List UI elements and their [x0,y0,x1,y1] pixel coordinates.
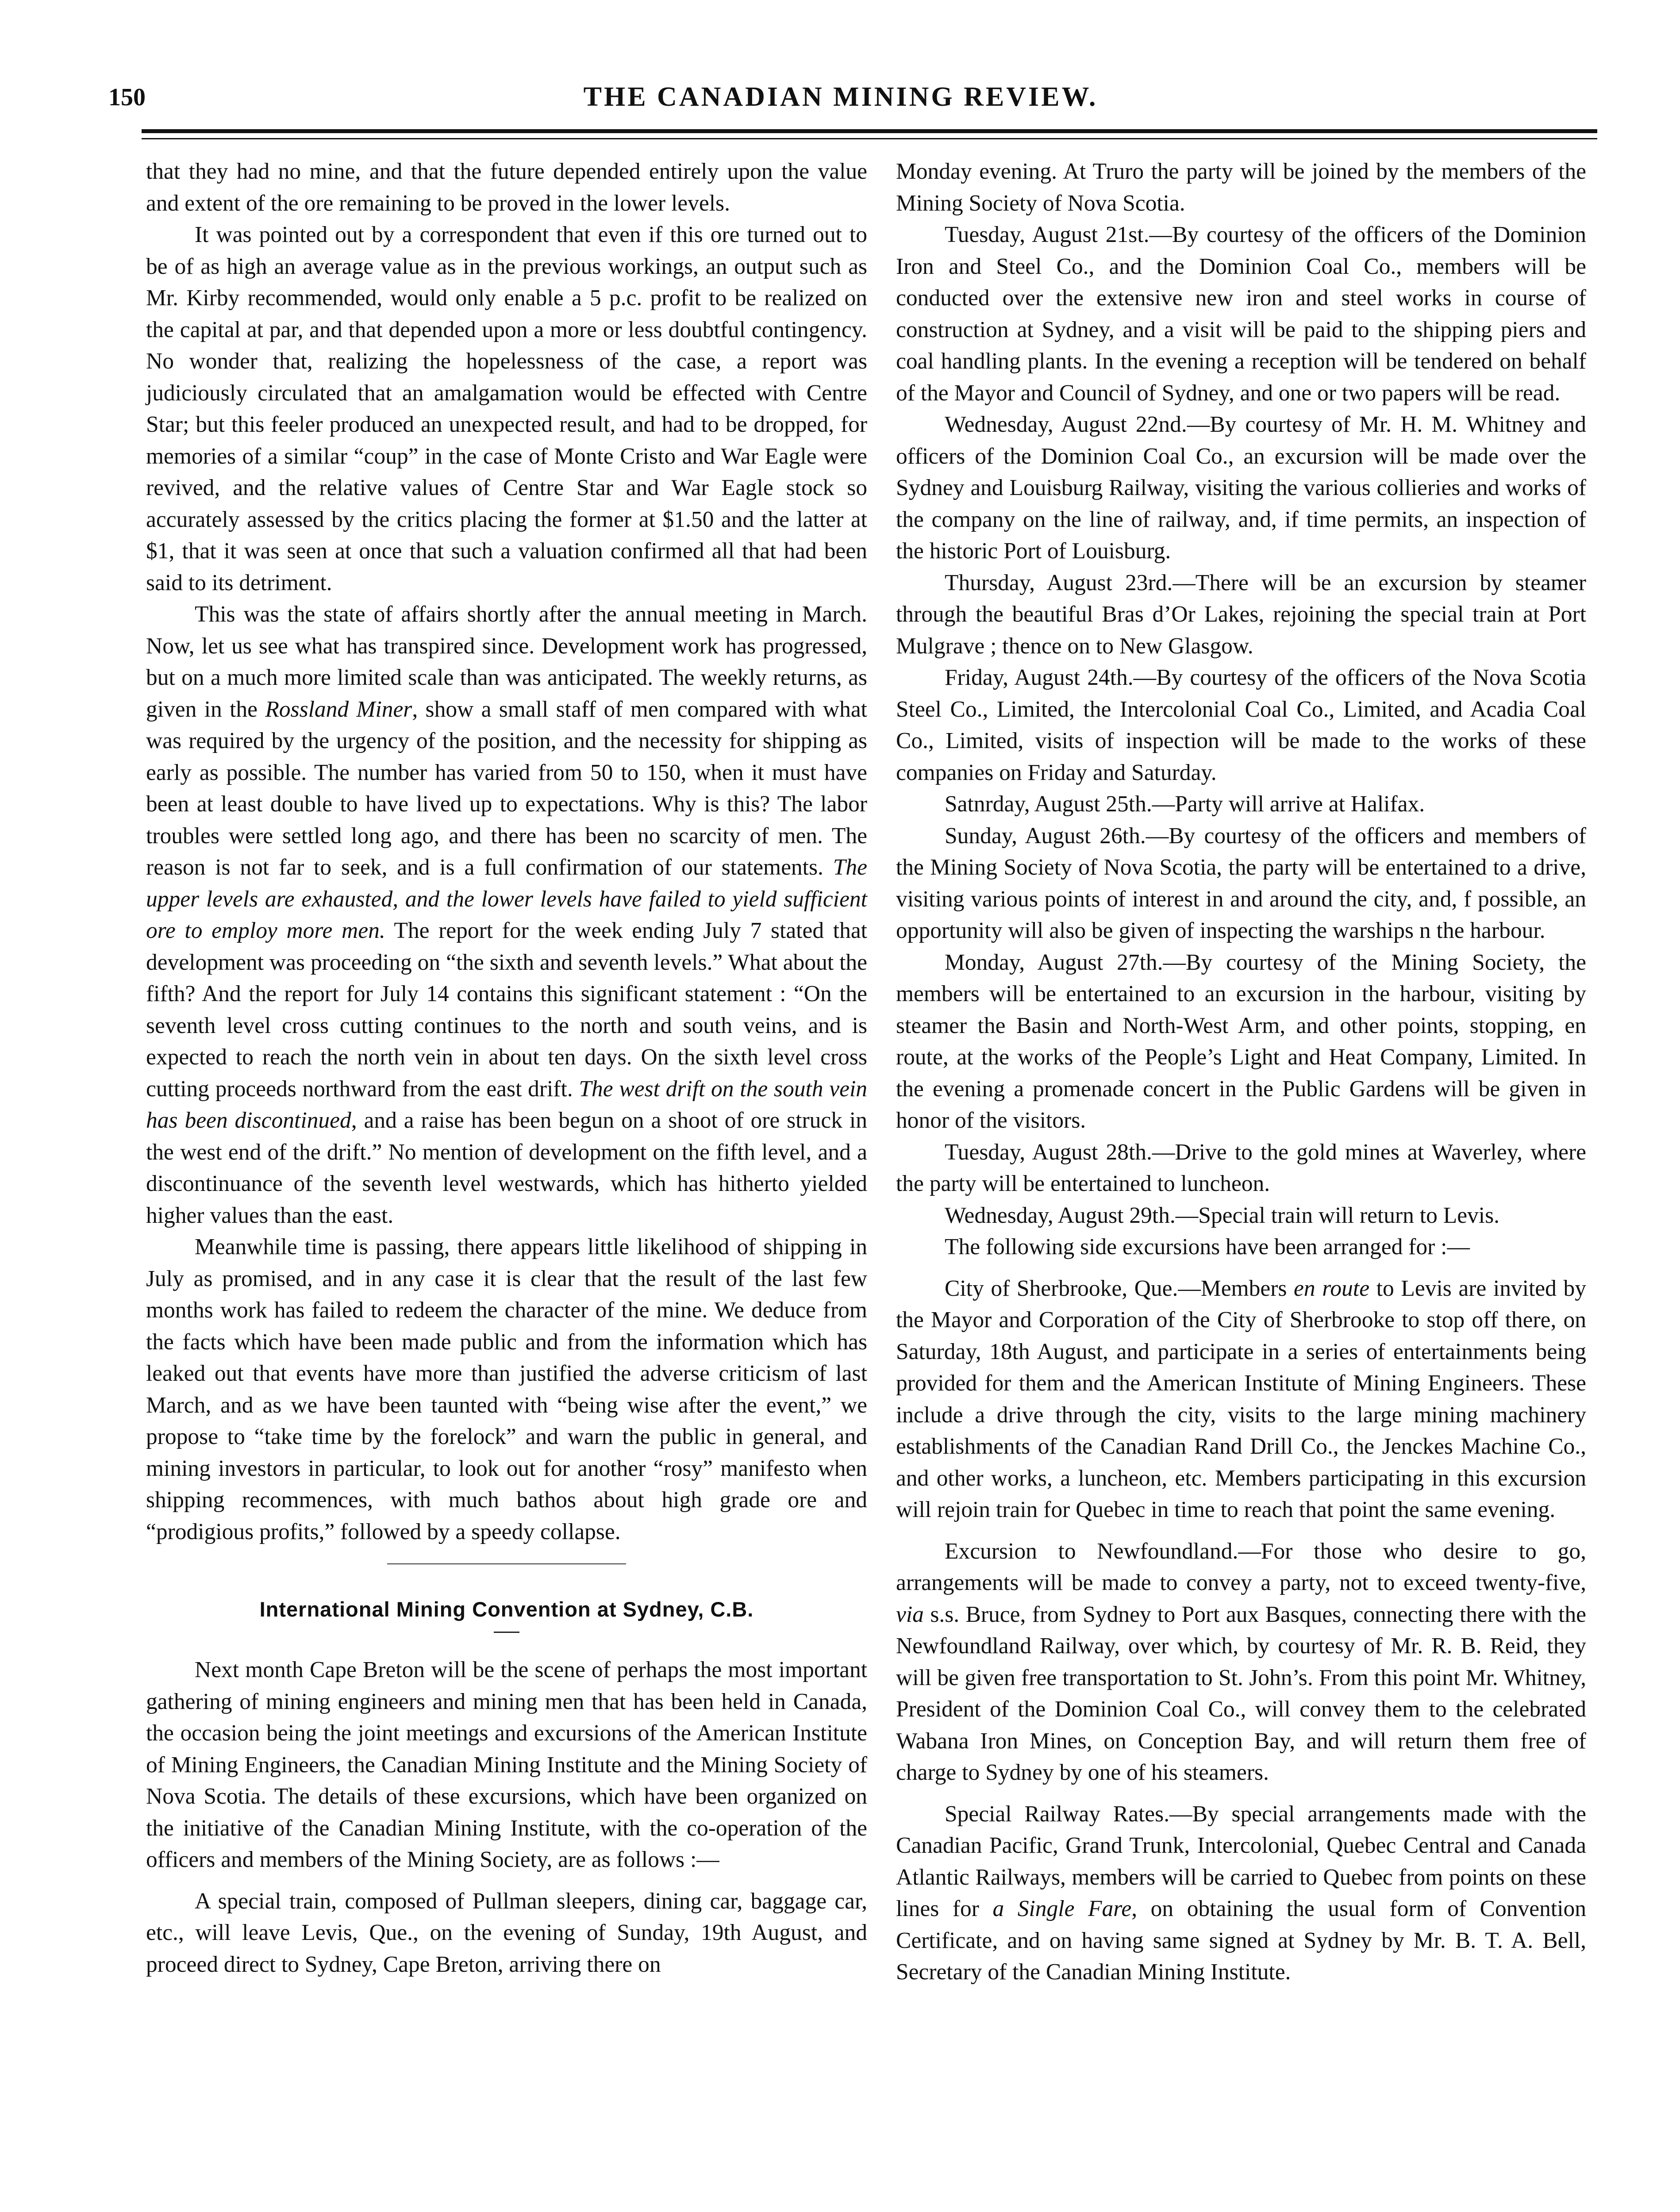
paragraph: Sunday, August 26th.—By courtesy of the officers and members of the Mining Society of Nova Scotia, the party will be entertained to a drive, visiting various points of interest in and around the city, and, f possible, an opportunity will also be given of inspecting the warships n the harbour. [896,823,1586,943]
paragraph: The following side excursions have been arranged for :— [945,1234,1470,1260]
paragraph: Wednesday, August 29th.—Special train will return to Levis. [945,1202,1500,1228]
running-title: THE CANADIAN MINING REVIEW. [583,82,1098,112]
text-run: , and a raise has been begun on a shoot of ore struck in the west end of the drift.” No mention of development on the fifth level, and a discontinuance of the seventh level westwards, which has hitherto yielded higher values than the east. [146,1108,867,1228]
paragraph: Monday evening. At Truro the party will be joined by the members of the Mining Society of Nova Scotia. [896,159,1586,216]
page-number: 150 [108,84,146,111]
section-heading: International Mining Convention at Sydney, C.B. [259,1598,754,1621]
emphasis: en route [1294,1275,1370,1301]
paragraph [896,1273,1586,1526]
text-run: Special Railway Rates.—By special arrangements made with the Canadian Pacific, Grand Trunk, Intercolonial, Quebec Central and Canada Atlantic Railways, members will be carried to Quebec from points on these lines for [896,1801,1586,1921]
page-header [0,0,1680,150]
text-run: s.s. Bruce, from Sydney to Port aux Basques, connecting there with the Newfoundland Railway, over which, by courtesy of Mr. R. B. Reid, they will be given free transportation to St. John’s. From this point Mr. Whitney, President of the Dominion Coal Co., will convey them to the celebrated Wabana Iron Mines, on Conception Bay, and will return them free of charge to Sydney by one of his steamers. [896,1601,1586,1785]
emphasis: The west drift on the south vein has been discontinued [146,1076,867,1133]
emphasis: via [896,1601,924,1627]
paragraph [896,1536,1586,1789]
text-run: , on obtaining the usual form of Convention Certificate, and on having same signed at Sydney by Mr. B. T. A. Bell, Secretary of the Canadian Mining Institute. [896,1896,1586,1985]
paragraph: Meanwhile time is passing, there appears little likelihood of shipping in July as promised, and in any case it is clear that the result of the last few months work has failed to redeem the character of the mine. We deduce from the facts which have been made public and from the information which has leaked out that events have more than justified the adverse criticism of last March, and as we have been taunted with “being wise after the event,” we propose to “take time by the forelock” and warn the public in general, and mining investors in particular, to look out for another “rosy” manifesto when shipping recommences, with much bathos about high grade ore and “prodigious profits,” followed by a speedy collapse. [146,1234,867,1544]
header-rule-thick [142,129,1597,133]
left-column [146,156,867,1980]
paragraph: A special train, composed of Pullman sleepers, dining car, baggage car, etc., will leave Levis, Que., on the evening of Sunday, 19th August, and proceed direct to Sydney, Cape Breton, arriving there on [146,1888,867,1977]
emphasis: a Single Fare [992,1896,1132,1921]
paragraph: Monday, August 27th.—By courtesy of the Mining Society, the members will be entertained to an excursion in the harbour, visiting by steamer the Basin and North-West Arm, and other points, stopping, en route, at the works of the People’s Light and Heat Company, Limited. In the evening a promenade concert in the Public Gardens will be given in honor of the visitors. [896,949,1586,1133]
paragraph: It was pointed out by a correspondent that even if this ore turned out to be of as high an average value as in the previous workings, an output such as Mr. Kirby recommended, would only enable a 5 p.c. profit to be realized on the capital at par, and that depended upon a more or less doubtful contingency. No wonder that, realizing the hopelessness of the case, a report was judiciously circulated that an amalgamation would be effected with Centre Star; but this feeler produced an unexpected result, and had to be dropped, for memories of a similar “coup” in the case of Monte Cristo and War Eagle were revived, and the relative values of Centre Star and War Eagle stock so accurately assessed by the critics placing the former at $1.50 and the latter at $1, that it was seen at once that such a valuation confirmed all that had been said to its detriment. [146,222,867,595]
paragraph [896,1798,1586,1988]
text-run: The report for the week ending July 7 stated that development was proceeding on “the sixth and seventh levels.” What about the fifth? And the report for July 14 contains this significant statement : “On the seventh level cross cutting continues to the north and south veins, and is expected to reach the north vein in about ten days. On the sixth level cross cutting proceeds northward from the east drift. [146,918,867,1102]
text-run: City of Sherbrooke, Que.—Members [945,1275,1287,1301]
newspaper-title: Rossland Miner [265,696,412,722]
paragraph: that they had no mine, and that the future depended entirely upon the value and extent of the ore remaining to be proved in the lower levels. [146,159,867,216]
paragraph [146,599,867,1231]
paragraph: Next month Cape Breton will be the scene of perhaps the most important gathering of mining engineers and mining men that has been held in Canada, the occasion being the joint meetings and excursions of the American Institute of Mining Engineers, the Canadian Mining Institute and the Mining Society of Nova Scotia. The details of these excursions, which have been organized on the initiative of the Canadian Mining Institute, with the co-operation of the officers and members of the Mining Society, are as follows :— [146,1657,867,1872]
paragraph: Wednesday, August 22nd.—By courtesy of Mr. H. M. Whitney and officers of the Dominion Coal Co., an excursion will be made over the Sydney and Louisburg Railway, visiting the various collieries and works of the company on the line of railway, and, if time permits, an inspection of the historic Port of Louisburg. [896,412,1586,564]
text-run: Excursion to Newfoundland.—For those who desire to go, arrangements will be made to convey a party, not to exceed twenty-five, [896,1538,1586,1595]
paragraph: Tuesday, August 21st.—By courtesy of the officers of the Dominion Iron and Steel Co., and the Dominion Coal Co., members will be conducted over the extensive new iron and steel works in course of construction at Sydney, and a visit will be paid to the shipping piers and coal handling plants. In the evening a reception will be tendered on behalf of the Mayor and Council of Sydney, and one or two papers will be read. [896,222,1586,406]
header-rule-thin [142,138,1597,139]
text-run: to Levis are invited by the Mayor and Corporation of the City of Sherbrooke to stop off there, on Saturday, 18th August, and participate in a series of entertainments being provided for them and the American Institute of Mining Engineers. These include a drive through the city, visits to the large mining machinery establishments of the Canadian Rand Drill Co., the Jenckes Machine Co., and other works, a luncheon, etc. Members participating in this excursion will rejoin train for Quebec in time to reach that point the same evening. [896,1275,1587,1522]
text-run: This was the state of affairs shortly after the annual meeting in March. Now, let us see what has transpired since. Development work has progressed, but on a much more limited scale than was anticipated. The weekly returns, as given in the [146,602,867,722]
paragraph: Satnrday, August 25th.—Party will arrive at Halifax. [945,791,1425,817]
paragraph: Thursday, August 23rd.—There will be an excursion by steamer through the beautiful Bras d’Or Lakes, rejoining the special train at Port Mulgrave ; thence on to New Glasgow. [896,570,1586,659]
paragraph: Friday, August 24th.—By courtesy of the officers of the Nova Scotia Steel Co., Limited, the Intercolonial Coal Co., Limited, and Acadia Coal Co., Limited, visits of inspection will be made to the works of these companies on Friday and Saturday. [896,665,1586,785]
text-run: , show a small staff of men compared with what was required by the urgency of the position, and the necessity for shipping as early as possible. The number has varied from 50 to 150, when it must have been at least double to have lived up to expectations. Why is this? The labor troubles were settled long ago, and there has been no scarcity of men. The reason is not far to seek, and is a full confirmation of our statements. [146,696,867,880]
section-divider [387,1563,626,1564]
emphasis: The upper levels are exhausted, and the lower levels have failed to yield sufficient ore to employ more men. [146,855,867,943]
paragraph: Tuesday, August 28th.—Drive to the gold mines at Waverley, where the party will be entertained to luncheon. [896,1139,1586,1196]
right-column [896,156,1586,1988]
heading-rule [494,1632,519,1633]
